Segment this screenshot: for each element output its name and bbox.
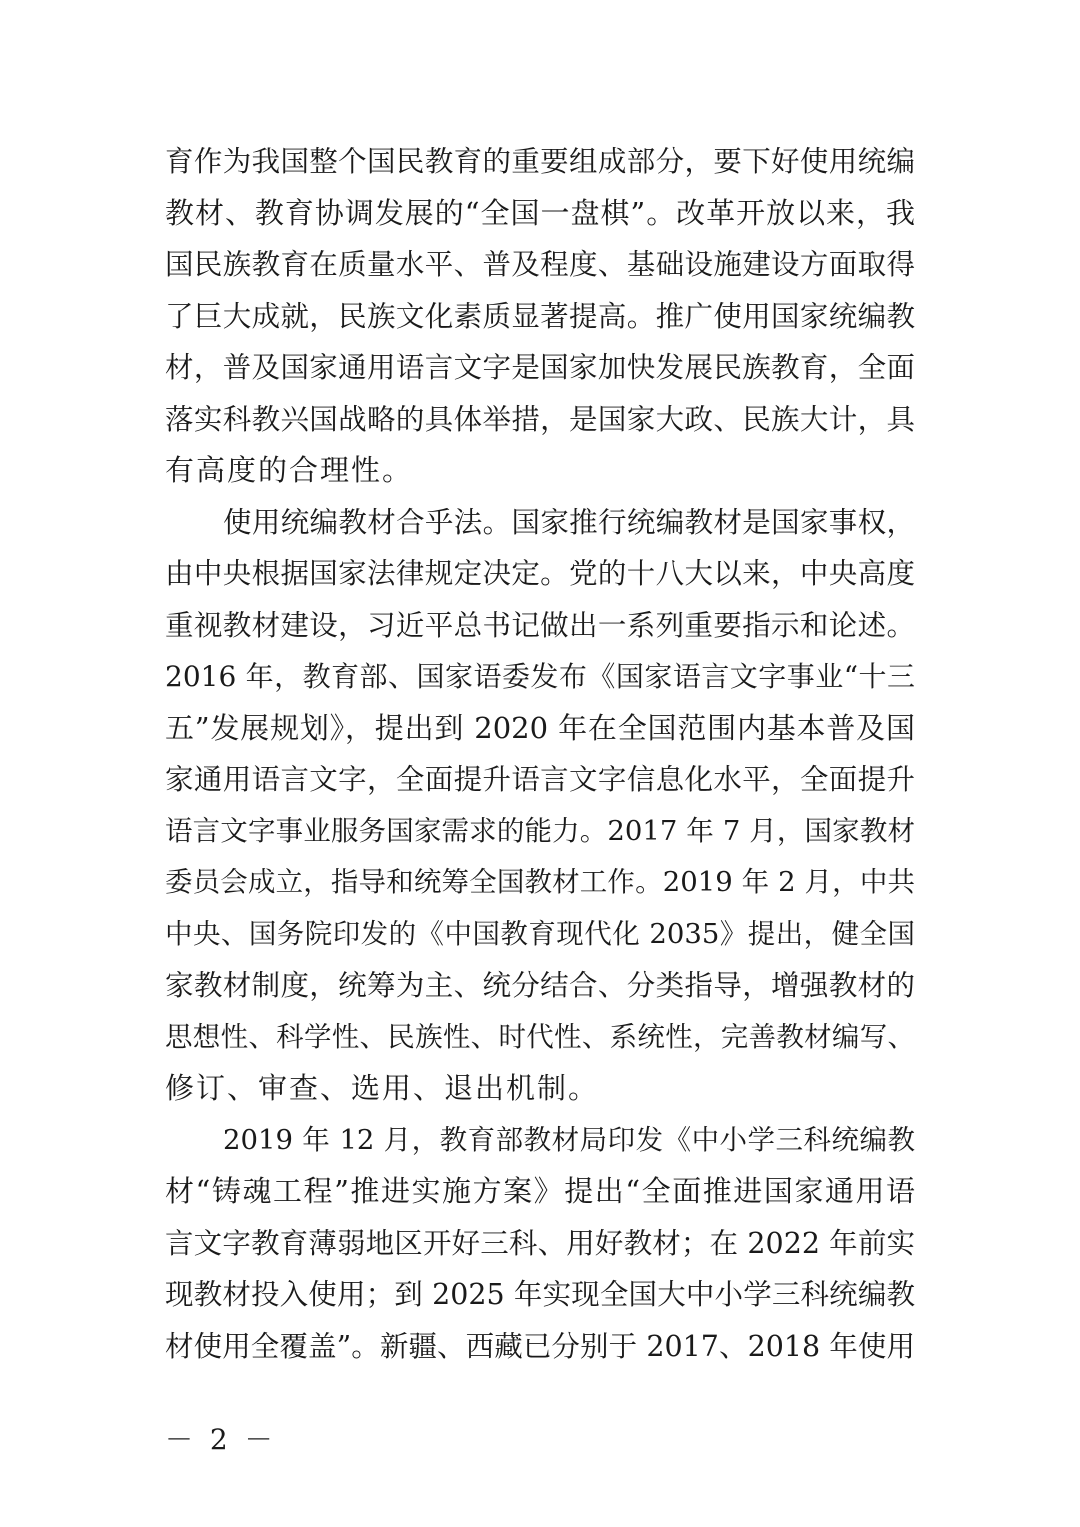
page-number: － 2 －	[165, 1423, 277, 1456]
text-line: 思想性、科学性、民族性、时代性、系统性，完善教材编写、	[165, 1020, 915, 1053]
text-line: 委员会成立，指导和统筹全国教材工作。2019 年 2 月，中共	[165, 866, 915, 898]
text-line: 有高度的合理性。	[165, 453, 414, 487]
text-line: 教材、教育协调发展的“全国一盘棋”。改革开放以来，我	[165, 195, 915, 230]
text-line: 国民族教育在质量水平、普及程度、基础设施建设方面取得	[165, 248, 915, 281]
text-line: 现教材投入使用；到 2025 年实现全国大中小学三科统编教	[165, 1278, 915, 1311]
text-line: 落实科教兴国战略的具体举措，是国家大政、民族大计，具	[165, 402, 915, 436]
text-line: 语言文字事业服务国家需求的能力。2017 年 7 月，国家教材	[165, 814, 915, 847]
text-line: 中央、国务院印发的《中国教育现代化 2035》提出，健全国	[165, 917, 915, 950]
text-line: 言文字教育薄弱地区开好三科、用好教材；在 2022 年前实	[165, 1226, 915, 1260]
text-line: 家教材制度，统筹为主、统分结合、分类指导，增强教材的	[165, 969, 915, 1002]
text-line: 修订、审查、选用、退出机制。	[165, 1071, 600, 1105]
text-line: 五”发展规划》，提出到 2020 年在全国范围内基本普及国	[165, 710, 915, 745]
text-line: 重视教材建设，习近平总书记做出一系列重要指示和论述。	[165, 608, 915, 642]
text-line: 材使用全覆盖”。新疆、西藏已分别于 2017、2018 年使用	[165, 1329, 915, 1363]
text-line: 2016 年，教育部、国家语委发布《国家语言文字事业“十三	[165, 660, 915, 693]
text-line: 材，普及国家通用语言文字是国家加快发展民族教育，全面	[165, 351, 915, 384]
text-line: 2019 年 12 月，教育部教材局印发《中小学三科统编教	[223, 1123, 915, 1156]
text-line: 材“铸魂工程”推进实施方案》提出“全面推进国家通用语	[165, 1174, 915, 1208]
text-line: 由中央根据国家法律规定决定。党的十八大以来，中央高度	[165, 557, 915, 590]
text-line: 育作为我国整个国民教育的重要组成部分，要下好使用统编	[165, 145, 915, 178]
text-line: 了巨大成就，民族文化素质显著提高。推广使用国家统编教	[165, 299, 915, 333]
text-line: 家通用语言文字，全面提升语言文字信息化水平，全面提升	[165, 763, 915, 796]
body-text	[165, 136, 915, 1372]
text-line: 使用统编教材合乎法。国家推行统编教材是国家事权，	[223, 505, 915, 539]
